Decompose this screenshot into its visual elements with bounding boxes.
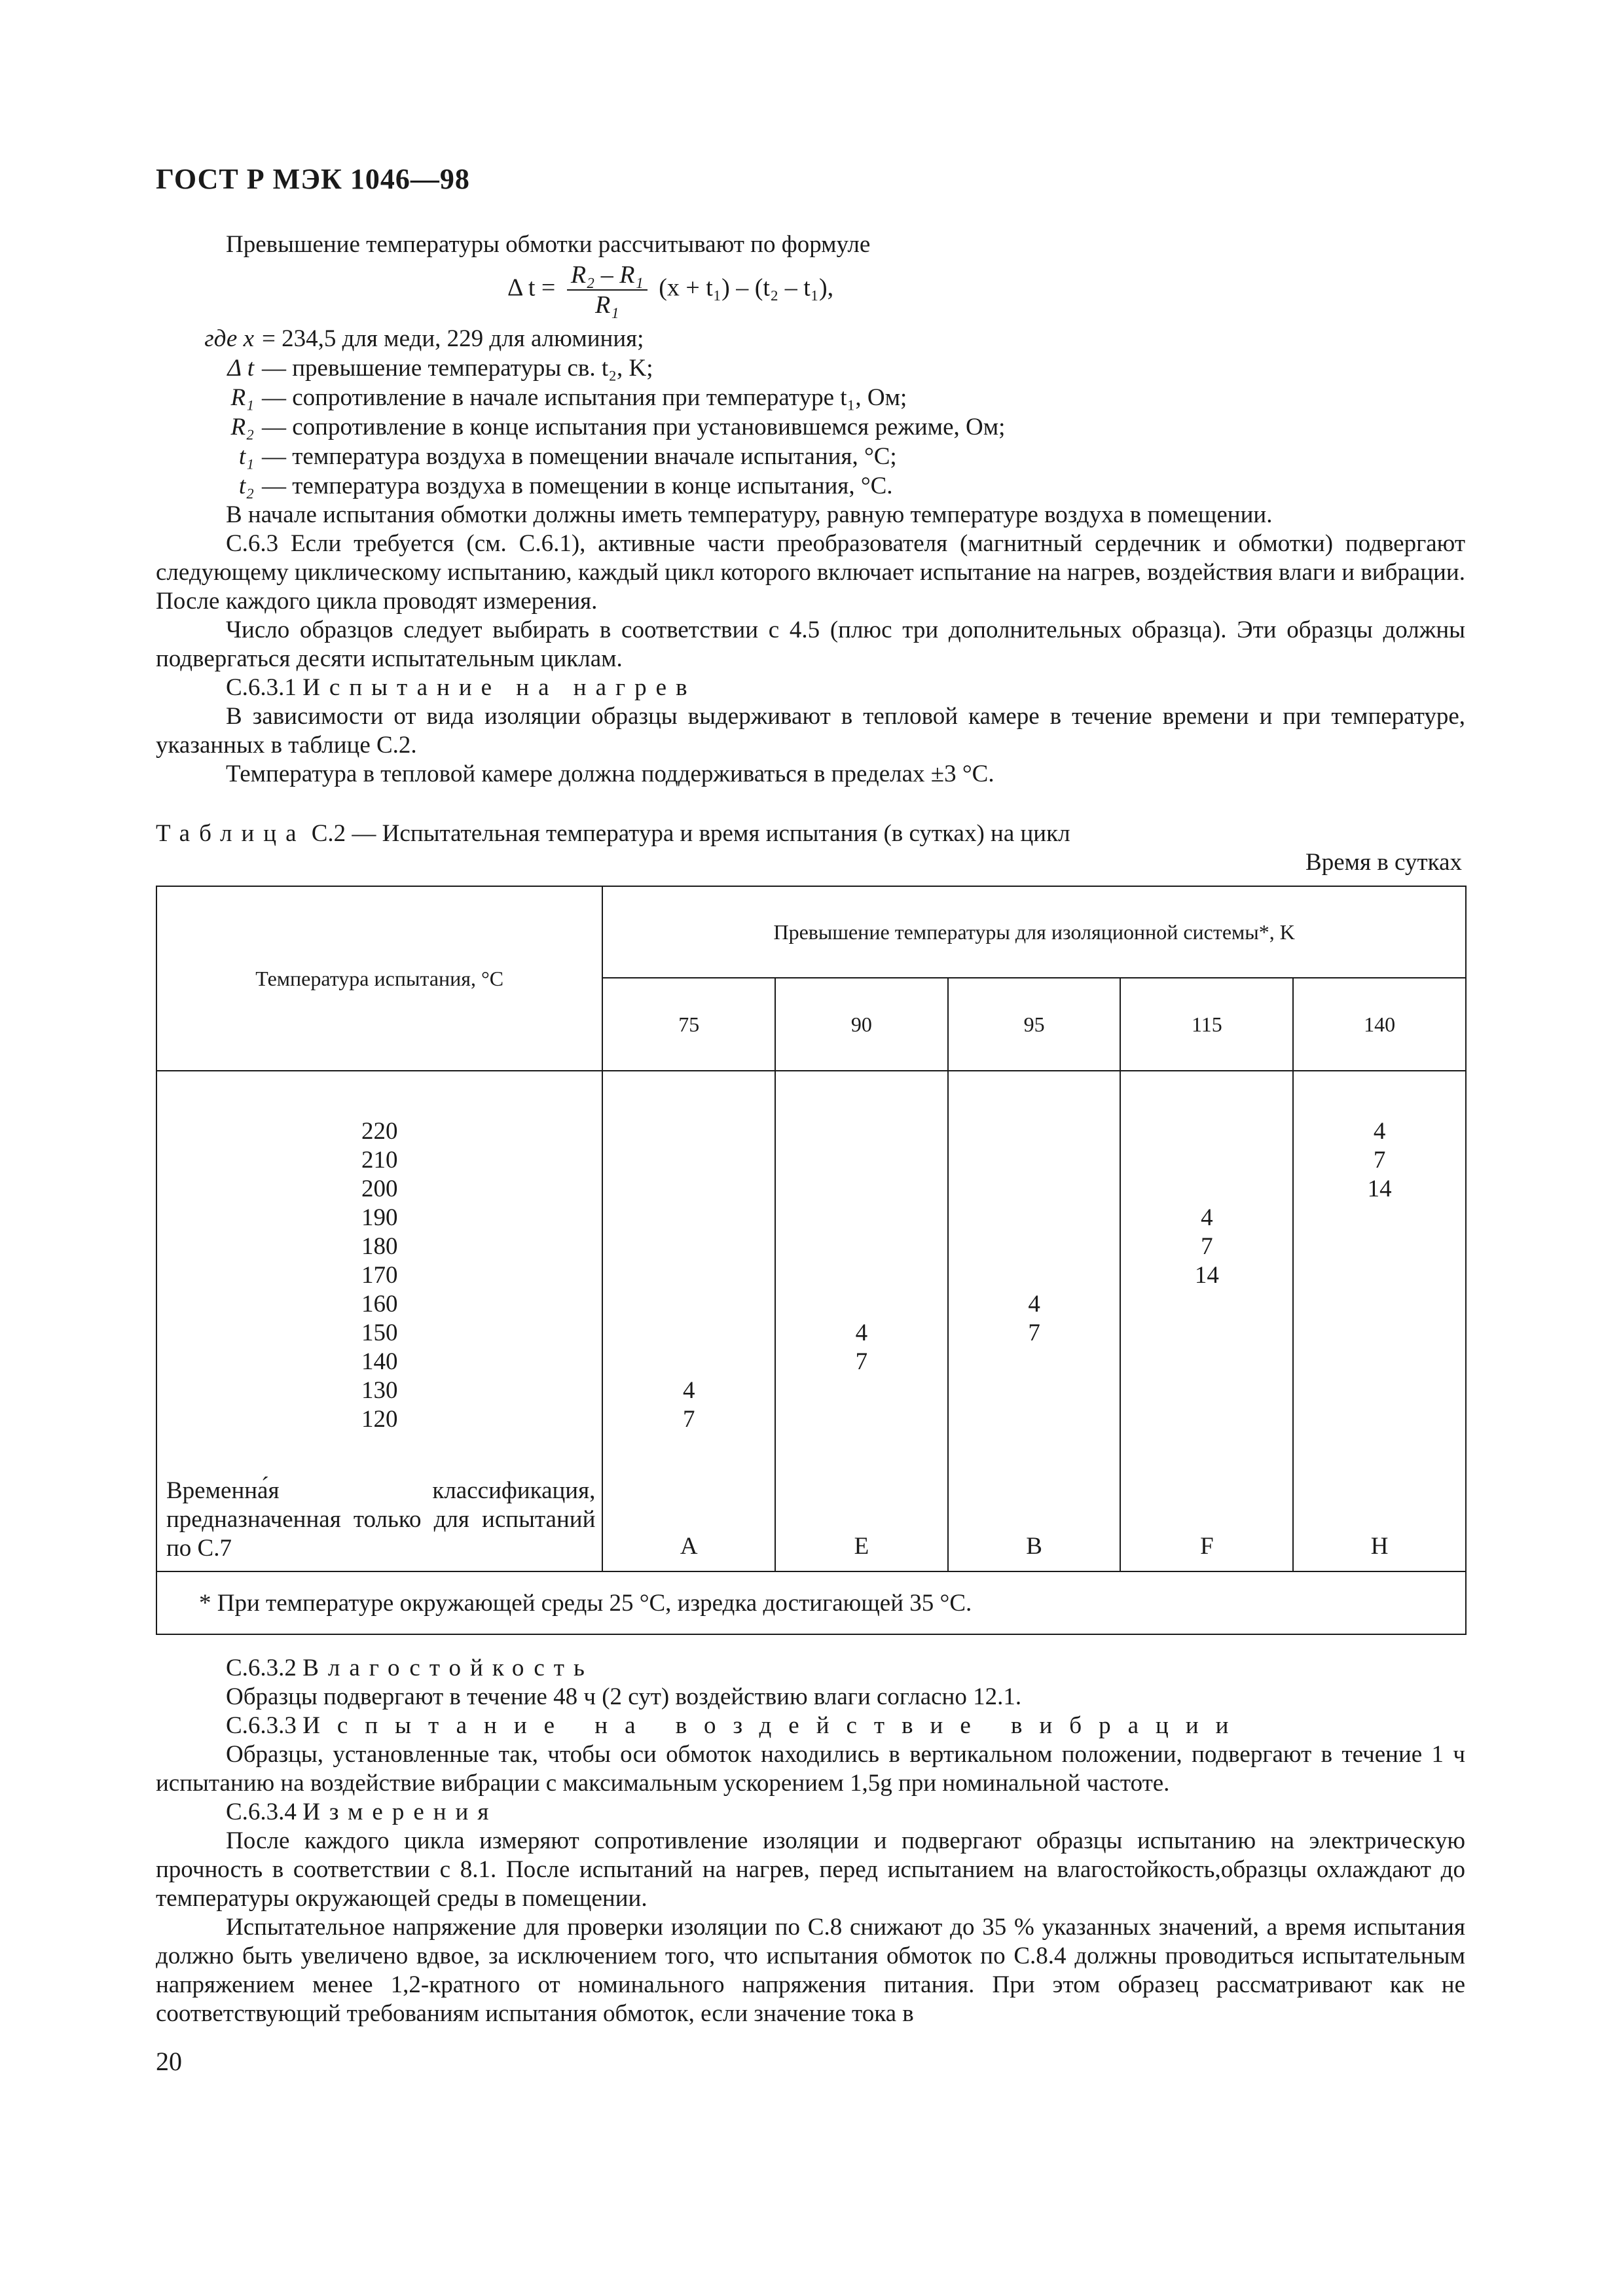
values-column-115 (1120, 1071, 1293, 1571)
intro-block (156, 230, 1465, 259)
paragraph: Число образцов следует выбирать в соответствии с 4.5 (плюс три дополнительных образца). Эти образцы должны подвергаться десяти испытательным циклам. (156, 617, 1465, 672)
table-cell-value (1294, 1376, 1465, 1405)
class-header: 75 (602, 978, 775, 1071)
class-letter: B (1026, 1533, 1042, 1560)
table-footnote: * При температуре окружающей среды 25 °С, изредка достигающей 35 °С. (156, 1571, 1466, 1634)
values-column-140 (1293, 1071, 1466, 1571)
table-cell-value (776, 1117, 947, 1146)
subsection-heading: С.6.3.4 Измерения (226, 1799, 498, 1825)
table-cell-value (949, 1175, 1120, 1204)
formula-numerator: R₂ – R₁ (567, 260, 647, 291)
table-cell-value (776, 1146, 947, 1175)
document-header: ГОСТ Р МЭК 1046—98 (156, 163, 470, 195)
table-cell-value (949, 1348, 1120, 1376)
definition-row: где x = 234,5 для меди, 229 для алюминия; (204, 325, 644, 352)
table-cell-value: 7 (1373, 1147, 1386, 1174)
temperature-value: 150 (361, 1319, 398, 1346)
subsection-heading: С.6.3.1 Испытание на нагрев (226, 674, 697, 701)
temperature-value: 200 (361, 1175, 398, 1202)
class-letter: A (680, 1533, 698, 1560)
table-cell-value (949, 1261, 1120, 1290)
temperature-value: 160 (361, 1291, 398, 1318)
table-cell-value (1294, 1405, 1465, 1434)
table-cell-value (1121, 1146, 1292, 1175)
table-cell-value (603, 1204, 775, 1232)
table-cell-value (1294, 1232, 1465, 1261)
section-c63-block (156, 501, 1465, 789)
class-header: 140 (1293, 978, 1466, 1071)
class-header: 95 (948, 978, 1121, 1071)
formula-fraction (567, 260, 647, 319)
values-column-75 (602, 1071, 775, 1571)
paragraph: Образцы, установленные так, чтобы оси обмоток находились в вертикальном положении, подвергают в течение 1 ч испытанию на воздействие вибрации с максимальным ускорением 1,5g при номинальной частоте. (156, 1741, 1465, 1797)
paragraph: Температура в тепловой камере должна поддерживаться в пределах ±3 °С. (226, 761, 994, 787)
table-cell-value (603, 1232, 775, 1261)
table-cell-value (949, 1204, 1120, 1232)
table-cell-value (603, 1261, 775, 1290)
table-body-row (156, 1071, 1466, 1571)
table-cell-value (1294, 1348, 1465, 1376)
temperature-value: 220 (361, 1118, 398, 1145)
class-header: 90 (775, 978, 948, 1071)
definition-row: R₂ — сопротивление в конце испытания при установившемся режиме, Ом; (230, 414, 1006, 440)
formula-denominator: R₁ (595, 291, 619, 319)
table-cell-value (603, 1290, 775, 1319)
class-letter: E (854, 1533, 869, 1560)
paragraph: После каждого цикла измеряют сопротивление изоляции и подвергают образцы испытанию на электрическую прочность в соответствии с 8.1. После испытаний на нагрев, перед испытанием на влагостойкость,образцы охлаждают до температуры окружающей среды в помещении. (156, 1827, 1465, 1912)
table-caption: Таблица С.2 — Испытательная температура и время испытания (в сутках) на цикл (156, 820, 1070, 847)
subsection-heading: С.6.3.3 Испытание на воздействие вибрации (226, 1712, 1246, 1739)
class-letter: F (1200, 1533, 1214, 1560)
table-cell-value: 7 (682, 1406, 695, 1433)
table-cell-value (776, 1204, 947, 1232)
formula (507, 260, 833, 319)
table-cell-value (1294, 1261, 1465, 1290)
table-cell-value (776, 1261, 947, 1290)
table-cell-value: 14 (1194, 1262, 1219, 1289)
group-header: Превышение температуры для изоляционной системы*, K (602, 886, 1466, 978)
section-c632-block (156, 1654, 1465, 2028)
table-cell-value: 4 (1028, 1291, 1040, 1318)
table-cell-value (1121, 1376, 1292, 1405)
page-number: 20 (156, 2047, 182, 2076)
table-cell-value (1121, 1175, 1292, 1204)
table-cell-value (603, 1348, 775, 1376)
table-cell-value (776, 1376, 947, 1405)
paragraph: В зависимости от вида изоляции образцы выдерживают в тепловой камере в течение времени и при температуре, указанных в таблице С.2. (156, 703, 1465, 759)
class-header: 115 (1120, 978, 1293, 1071)
table-cell-value (603, 1175, 775, 1204)
classification-label: Временна́я классификация, предназначенная только для испытаний по С.7 (166, 1477, 596, 1562)
column-header-temperature: Температура испытания, °С (156, 886, 602, 1071)
paragraph: С.6.3 Если требуется (см. С.6.1), активные части преобразователя (магнитный сердечник и обмотки) подвергают следующему циклическому испытанию, каждый цикл которого включает испытание на нагрев, воздействия влаги и вибрации. После каждого цикла проводят измерения. (156, 530, 1465, 615)
table-cell-value: 4 (855, 1319, 868, 1346)
formula-rhs: (x + t₁) – (t₂ – t₁), (659, 274, 834, 302)
table-cell-value (949, 1146, 1120, 1175)
table-cell-value: 7 (1028, 1319, 1040, 1346)
table-unit: Время в сутках (1305, 849, 1462, 876)
paragraph: В начале испытания обмотки должны иметь температуру, равную температуре воздуха в помещении. (226, 501, 1273, 528)
table-cell-value: 4 (1373, 1118, 1386, 1145)
table-cell-value (776, 1405, 947, 1434)
table-cell-value (1294, 1290, 1465, 1319)
temperature-value: 180 (361, 1233, 398, 1260)
definition-row: R₁ — сопротивление в начале испытания при температуре t₁, Ом; (230, 384, 907, 411)
intro-paragraph: Превышение температуры обмотки рассчитывают по формуле (226, 231, 871, 258)
table-cell-value: 14 (1367, 1175, 1392, 1202)
data-table (156, 886, 1467, 1635)
table-cell-value: 7 (1201, 1233, 1213, 1260)
definition-row: t₁ — температура воздуха в помещении вначале испытания, °С; (238, 443, 897, 470)
table-cell-value (1121, 1348, 1292, 1376)
table-cell-value: 7 (855, 1348, 868, 1375)
subsection-heading: С.6.3.2 Влагостойкость (226, 1655, 594, 1681)
table-cell-value (776, 1232, 947, 1261)
table-cell-value (776, 1290, 947, 1319)
table-cell-value (1121, 1319, 1292, 1348)
table-cell-value (1294, 1319, 1465, 1348)
table-cell-value (949, 1232, 1120, 1261)
temperature-value: 170 (361, 1262, 398, 1289)
temperature-value: 190 (361, 1204, 398, 1231)
table-cell-value (603, 1146, 775, 1175)
table-cell-value (1121, 1290, 1292, 1319)
table-cell-value (603, 1319, 775, 1348)
table-cell-value (776, 1175, 947, 1204)
temperature-value: 130 (361, 1377, 398, 1404)
paragraph: Испытательное напряжение для проверки изоляции по С.8 снижают до 35 % указанных значений, а время испытания должно быть увеличено вдвое, за исключением того, что испытания обмоток по С.8.4 должны проводиться испытательным напряжением менее 1,2-кратного от номинального напряжения питания. При этом образец рассматривают как не соответствующий требованиям испытания обмоток, если значение тока в (156, 1914, 1465, 2027)
table-cell-value (949, 1117, 1120, 1146)
temperature-value: 120 (361, 1406, 398, 1433)
table-cell-value (949, 1405, 1120, 1434)
paragraph: Образцы подвергают в течение 48 ч (2 сут) воздействию влаги согласно 12.1. (226, 1683, 1022, 1710)
table-cell-value (1121, 1117, 1292, 1146)
table-cell-value (949, 1376, 1120, 1405)
table-cell-value (1294, 1204, 1465, 1232)
definition-row: t₂ — температура воздуха в помещении в конце испытания, °С. (238, 473, 893, 499)
values-column-95 (948, 1071, 1121, 1571)
class-letter: H (1370, 1533, 1389, 1560)
temperature-value: 210 (361, 1147, 398, 1174)
table-cell-value (603, 1117, 775, 1146)
temperature-value: 140 (361, 1348, 398, 1375)
variable-definitions (156, 324, 1005, 501)
definition-row: Δ t — превышение температуры св. t₂, K; (227, 355, 653, 382)
temperature-column (156, 1071, 602, 1571)
formula-lhs: Δ t = (507, 274, 556, 302)
table-cell-value: 4 (682, 1377, 695, 1404)
values-column-90 (775, 1071, 948, 1571)
table-cell-value: 4 (1201, 1204, 1213, 1231)
table-cell-value (1121, 1405, 1292, 1434)
